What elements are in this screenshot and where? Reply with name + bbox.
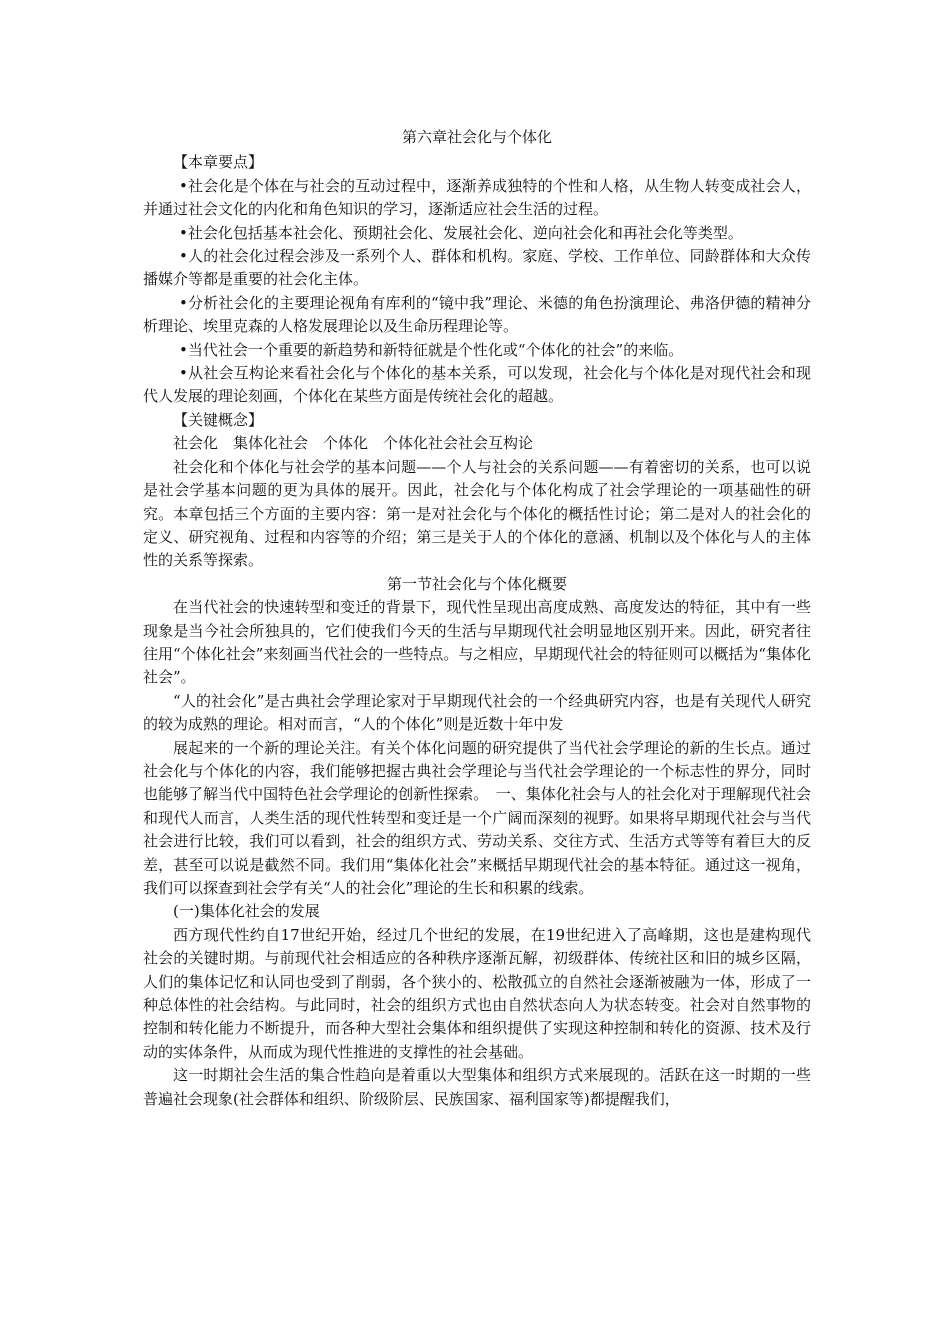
body-paragraph: 在当代社会的快速转型和变迁的背景下，现代性呈现出高度成熟、高度发达的特征，其中有一些现象是当今社会所独具的，它们使我们今天的生活与早期现代社会明显地区别开来。因此，研究者往往用“个体化社会”来刻画当代社会的一些特点。与之相应，早期现代社会的特征则可以概括为“集体化社会”。 [143, 598, 812, 687]
key-point-item: •人的社会化过程会涉及一系列个人、群体和机构。家庭、学校、工作单位、同龄群体和大众传播媒介等都是重要的社会化主体。 [143, 247, 811, 289]
body-paragraph: 这一时期社会生活的集合性趋向是着重以大型集体和组织方式来展现的。活跃在这一时期的一些普遍社会现象(社会群体和组织、阶级阶层、民族国家、福利国家等)都提醒我们， [143, 1066, 811, 1108]
chapter-title: 第六章社会化与个体化 [401, 128, 552, 146]
key-points-heading: 【本章要点】 [173, 153, 264, 172]
key-point-item: •当代社会一个重要的新趋势和新特征就是个性化或“个体化的社会”的来临。 [179, 340, 684, 359]
key-concepts-list: 社会化 集体化社会 个体化 个体化社会社会互构论 [173, 434, 534, 453]
subsection-title: (一)集体化社会的发展 [173, 902, 320, 921]
key-point-item: •社会化是个体在与社会的互动过程中，逐渐养成独特的个性和人格，从生物人转变成社会人，并通过社会文化的内化和角色知识的学习，逐渐适应社会生活的过程。 [143, 176, 811, 219]
body-paragraph: 展起来的一个新的理论关注。有关个体化问题的研究提供了当代社会学理论的新的生长点。通过社会化与个体化的内容，我们能够把握古典社会学理论与当代社会学理论的一个标志性的界分，同时也能够了解当代中国特色社会学理论的创新性探索。 一、集体化社会与人的社会化对于理解现代社会和现代人而言，人类生活的现代性转型和变迁是一个广阔而深刻的视野。如果将早期现代社会与当代社会进行比较，我们可以看到，社会的组织方式、劳动关系、交往方式、生活方式等等有着巨大的反差，甚至可以说是截然不同。我们用“集体化社会”来概括早期现代社会的基本特征。通过这一视角，我们可以探查到社会学有关“人的社会化”理论的生长和积累的线索。 [143, 738, 811, 897]
key-point-item: •从社会互构论来看社会化与个体化的基本关系，可以发现，社会化与个体化是对现代社会和现代人发展的理论刻画，个体化在某些方面是传统社会化的超越。 [143, 364, 811, 406]
intro-paragraph: 社会化和个体化与社会学的基本问题——个人与社会的关系问题——有着密切的关系，也可以说是社会学基本问题的更为具体的展开。因此，社会化与个体化构成了社会学理论的一项基础性的研究。本章包括三个方面的主要内容：第一是对社会化与个体化的概括性讨论；第二是对人的社会化的定义、研究视角、过程和内容等的介绍；第三是关于人的个体化的意涵、机制以及个体化与人的主体性的关系等探索。 [143, 457, 811, 570]
body-paragraph: 西方现代性约自17世纪开始，经过几个世纪的发展，在19世纪进入了高峰期，这也是建构现代社会的关键时期。与前现代社会相适应的各种秩序逐渐瓦解，初级群体、传统社区和旧的城乡区隔，人们的集体记忆和认同也受到了削弱，各个狭小的、松散孤立的自然社会逐渐被融为一体，形成了一种总体性的社会结构。与此同时，社会的组织方式也由自然状态向人为状态转变。社会对自然事物的控制和转化能力不断提升，而各种大型社会集体和组织提供了实现这种控制和转化的资源、技术及行动的实体条件，从而成为现代性推进的支撑性的社会基础。 [143, 925, 811, 1061]
key-concepts-heading: 【关键概念】 [173, 410, 264, 429]
section-title: 第一节社会化与个体化概要 [386, 574, 567, 593]
key-point-item: •社会化包括基本社会化、预期社会化、发展社会化、逆向社会化和再社会化等类型。 [179, 223, 743, 242]
key-point-item: •分析社会化的主要理论视角有库利的“镜中我”理论、米德的角色扮演理论、弗洛伊德的精神分析理论、埃里克森的人格发展理论以及生命历程理论等。 [143, 293, 811, 336]
body-paragraph: “人的社会化”是古典社会学理论家对于早期现代社会的一个经典研究内容，也是有关现代人研究的较为成熟的理论。相对而言，“人的个体化”则是近数十年中发 [143, 691, 811, 734]
document-page [143, 126, 811, 1111]
